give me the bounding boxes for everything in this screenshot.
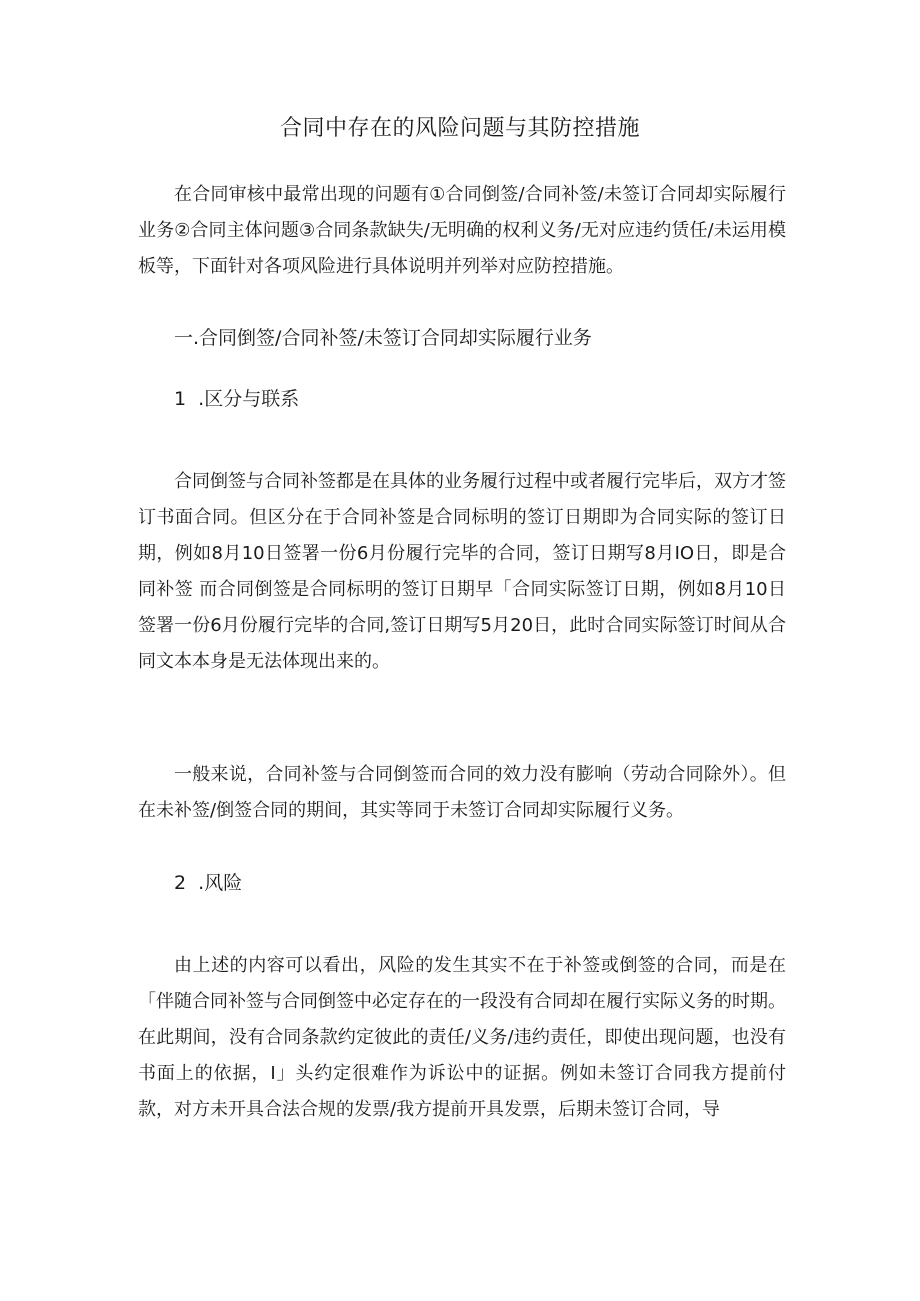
subsection-heading-2: 2 .风险 xyxy=(174,872,243,894)
subsection-heading-1: 1 .区分与联系 xyxy=(174,388,300,410)
intro-paragraph: 在合同审核中最常出现的问题有①合同倒签/合同补签/未签订合同却实际履行业务②合同主体问题③合同条款缺失/无明确的权利义务/无对应违约赁任/未运用模板等，下面针对各项风险进行具体说明并列举对应防控措施。 xyxy=(138,184,786,277)
section-heading-1: 一.合同倒签/合同补签/未签订合同却实际履行业务 xyxy=(174,327,592,349)
document-title: 合同中存在的风险问题与其防控措施 xyxy=(279,116,640,141)
body-paragraph-effect: 一般来说，合同补签与合同倒签而合同的效力没有膨响（劳动合同除外）。但在未补签/倒签合同的期间，其实等同于未签订合同却实际履行义务。 xyxy=(138,764,786,821)
body-paragraph-distinction: 合同倒签与合同补签都是在具体的业务履行过程中或者履行完毕后，双方才签订书面合同。但区分在于合同补签是合同标明的签订日期即为合同实际的签订日期，例如8月10日签署一份6月份履行完毕的合同，签订日期写8月IO日，即是合同补签 而合同倒签是合同标明的签订日期早「合同实际签订日期，例如8月10日签署一份6月份履行完毕的合同,签订日期写5月20日，此时合同实际签订时间从合同文本本身是无法体现出来的。 xyxy=(138,471,786,672)
body-paragraph-risk: 由上述的内容可以看出，风险的发生其实不在于补签或倒签的合同，而是在「伴随合同补签与合同倒签中必定存在的一段没有合同却在履行实际义务的时期。在此期间，没有合同条款约定彼此的责任/义务/违约责任，即使出现问题，也没有书面上的依据，I」头约定很难作为诉讼中的证据。例如未签订合同我方提前付款，对方未开具合法合规的发票/我方提前开具发票，后期未签订合同，导 xyxy=(138,955,786,1120)
